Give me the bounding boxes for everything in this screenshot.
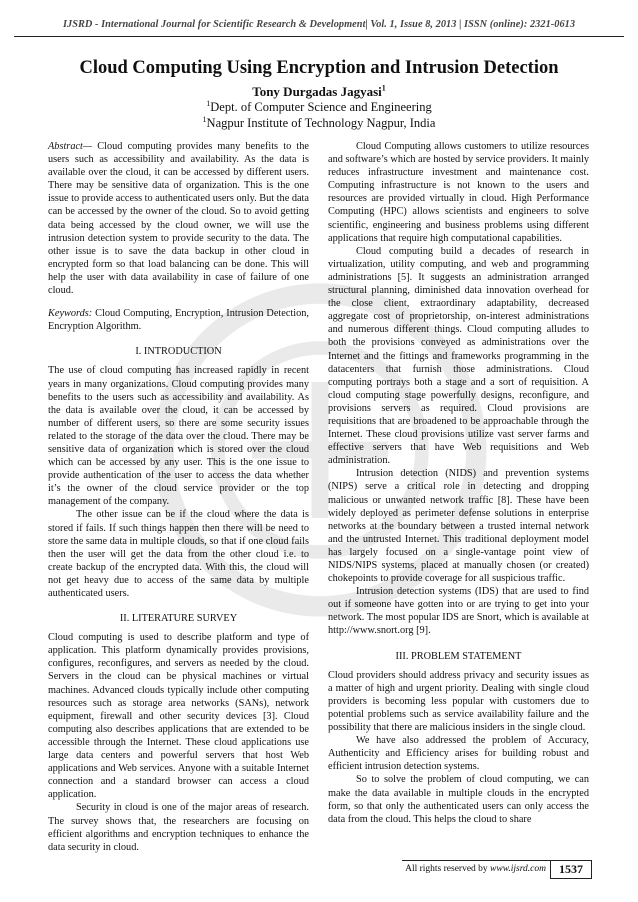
- problem-paragraph-2: We have also addressed the problem of Accuracy, Authenticity and Efficiency arises for building robust and efficient intrusion detection systems.: [328, 735, 589, 773]
- keywords-label: Keywords:: [48, 308, 93, 320]
- section-heading-introduction: I. INTRODUCTION: [135, 346, 222, 358]
- right-paragraph-3: Intrusion detection (NIDS) and prevention systems (NIPS) serve a critical role in detecting and dropping malicious or unwanted network traffic [8]. These have been widely deployed as perimeter defense solutions in enterprise networks at the boundary between a trusted internal network and the untrusted Internet. This traditional deployment model has largely focused on a single-vantage point view of NIDS/NIPS systems, placed at manually chosen (or created) chokepoints to provide coverage for all suspicious traffic.: [328, 468, 589, 585]
- section-heading-problem-statement: III. PROBLEM STATEMENT: [395, 650, 522, 662]
- literature-paragraph-1: Cloud computing is used to describe platform and type of application. This platform dynamically provides provisions, configures, reconfigures, and servers as needed by the cloud. Servers in the cloud can be physical machines or virtual machines. Advanced clouds typically include other computing resources such as storage area networks (SANs), network equipment, firewall and other security devices [3]. Cloud computing also describes applications that are extended to be accessible through the Internet. These cloud applications use large data centers and powerful servers that host Web applications and Web services. Anyone with a suitable Internet connection and a standard browser can access a cloud application.: [48, 632, 309, 801]
- author-superscript: 1: [381, 83, 386, 93]
- affiliation-institute: Nagpur Institute of Technology Nagpur, India: [206, 115, 436, 130]
- keywords-paragraph: [48, 307, 309, 333]
- affiliation-superscript-1: 1: [206, 98, 211, 108]
- affiliation-superscript-2: 1: [202, 114, 207, 124]
- affiliation-line-1: [20, 100, 618, 116]
- author-line: [20, 84, 618, 100]
- right-column: [328, 140, 589, 826]
- running-head-text: IJSRD - International Journal for Scientific Research & Development| Vol. 1, Issue 8, 2013 | ISSN (online): 2321-0613: [62, 19, 576, 30]
- problem-paragraph-1: Cloud providers should address privacy and security issues as a matter of high and urgent priority. Dealing with single cloud providers is becoming less popular with customers due to potential problems such as service availability failure and the possibility that there are malicious insiders in the single cloud.: [328, 669, 589, 734]
- left-column: [48, 140, 309, 854]
- right-paragraph-2: Cloud computing build a decades of research in virtualization, utility computing, and web and programming administrations [5]. It suggests an administration arranged structural planning, diminished data innovation overhead for the close client, extraordinary adaptability, decreased aggregate cost of proprietorship, on-interest administrations and numerous different things. Cloud computing alludes to both the provisions conveyed as administrations over the Internet and the fittings and frameworks programming in the datacenters that furnish those administrations. Cloud computing portrays both a stage and a sort of requisition. A cloud computing stage powerfully designs, reconfigure, and provisions servers as required. Cloud provisions are requisitions that are broadened to be approachable through the Internet. These cloud provisions utilize vast server farms and effective servers that have Web requisitions and Web administration.: [328, 245, 589, 467]
- paper-title: Cloud Computing Using Encryption and Intrusion Detection: [79, 58, 559, 78]
- page-footer: [402, 860, 592, 880]
- running-header: [14, 14, 624, 37]
- section-heading-literature-survey: II. LITERATURE SURVEY: [119, 613, 238, 625]
- abstract-label: Abstract—: [48, 141, 93, 152]
- author-name: Tony Durgadas Jagyasi: [252, 84, 382, 99]
- footer-site-link[interactable]: www.ijsrd.com: [490, 864, 546, 874]
- abstract-text: Cloud computing provides many benefits to the users such as accessibility and availability. As the data is available over the cloud, it can be accessed by different users. There may be sensitive data of organization. This is the one issue to provide access to authenticated users only. But the data can be accessed by the owner of the cloud. So to avoid getting data being accessed by the cloud owner, we will use the intrusion detection system to provide security to the data. The other issue is to save the data backup in other cloud in encrypted form so that load balancing can be done. This will help the user with data availability in case of failure of one cloud.: [48, 141, 309, 297]
- footer-rights-text: All rights reserved by: [405, 864, 491, 874]
- intro-paragraph-2: The other issue can be if the cloud where the data is stored if fails. If such things happen then there will be need to store the same data in multiple clouds, so that if one cloud fails then the user will get the data from the other cloud i.e. to create backup of the encrypted data. With this, the cloud will not get heavy due to access of the same data by multiple authenticated users.: [48, 509, 309, 599]
- abstract-paragraph: [48, 140, 309, 297]
- problem-paragraph-3: So to solve the problem of cloud computing, we can make the data available in multiple clouds in the encrypted form, so that only the authenticated users can only access the data from the cloud. This helps the cloud to share: [328, 774, 589, 825]
- literature-paragraph-2: Security in cloud is one of the major areas of research. The survey shows that, the researchers are focusing on efficient algorithms and encryption techniques to enhance the data security in cloud.: [48, 802, 309, 853]
- title-block: [20, 57, 618, 131]
- page-number: 1537: [550, 860, 592, 879]
- footer-rights: [405, 864, 546, 874]
- keywords-text: Cloud Computing, Encryption, Intrusion Detection, Encryption Algorithm.: [48, 308, 309, 333]
- right-paragraph-4: Intrusion detection systems (IDS) that are used to find out if someone have gotten into or are trying to get into your network. The most popular IDS are Snort, which is available at http://www.snort.org [9].: [328, 586, 589, 637]
- affiliation-department: Dept. of Computer Science and Engineering: [210, 100, 432, 114]
- affiliation-line-2: [20, 116, 618, 132]
- intro-paragraph-1: The use of cloud computing has increased rapidly in recent years in many organizations. Cloud computing provides many benefits to the users such as accessibility and availability. As the data is available over the cloud, it can be accessed by number of different users, so there are some security issues related to the storage of the data over the cloud. There may be sensitive data of organization which is stored over the cloud which can be accessed by any user. This is the one issue to provide authentication of the user to access the data whether it’s the owner of the cloud service provider or the top management of the company.: [48, 365, 309, 508]
- right-paragraph-1: Cloud Computing allows customers to utilize resources and software’s which are hosted by service providers. It mainly reduces infrastructure investment and maintenance cost. Computing infrastructure is not known to the users and resources are provided virtually in cloud. High Performance Computing (HPC) allows scientists and engineers to solve scientific, engineering and business problems using different applications that require high computational capabilities.: [328, 141, 589, 244]
